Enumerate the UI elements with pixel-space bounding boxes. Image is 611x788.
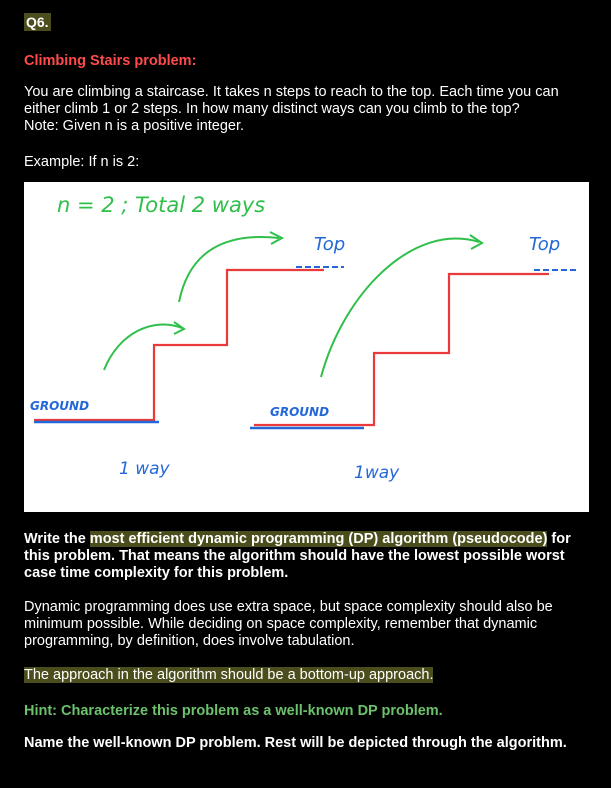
right-big-arrow xyxy=(321,239,479,377)
approach-line xyxy=(24,667,594,684)
note-text: Note: Given n is a positive integer. xyxy=(24,118,245,134)
handwritten-diagram xyxy=(24,182,589,512)
task-prefix: Write the xyxy=(24,531,90,547)
left-top-label: Top xyxy=(314,234,346,255)
diagram-heading: n = 2 ; Total 2 ways xyxy=(57,193,266,217)
right-top-label: Top xyxy=(529,234,561,255)
approach-text: The approach in the algorithm should be a bottom-up approach. xyxy=(24,667,434,683)
example-text: Example: If n is 2: xyxy=(24,154,140,170)
task-paragraph xyxy=(24,531,594,582)
question-label: Q6. xyxy=(26,14,49,30)
left-stairs xyxy=(34,270,324,420)
right-stairs xyxy=(254,274,549,425)
left-caption: 1 way xyxy=(119,459,170,479)
statement-text: You are climbing a staircase. It takes n steps to reach to the top. Each time you can either climb 1 or 2 steps. In how many distinct ways can you climb to the top? xyxy=(24,84,559,117)
right-caption: 1way xyxy=(354,463,400,483)
problem-title: Climbing Stairs problem: xyxy=(24,53,197,69)
task-suffix: for this problem. That means the algorithm should have the lowest possible worst case time complexity for this problem. xyxy=(24,531,571,581)
final-instruction-text: Name the well-known DP problem. Rest will be depicted through the algorithm. xyxy=(24,735,567,751)
left-small-arrow xyxy=(104,324,182,370)
problem-statement xyxy=(24,84,594,135)
left-ground-label: GROUND xyxy=(30,399,90,413)
stairs-diagram-svg xyxy=(24,182,589,512)
right-ground-label: GROUND xyxy=(270,405,330,419)
space-note: Dynamic programming does use extra space, but space complexity should also be minimum possible. While deciding on space complexity, remember that dynamic programming, by definition, does involve tabulation. xyxy=(24,599,553,649)
left-small-arrowhead xyxy=(174,322,184,334)
hint-text: Hint: Characterize this problem as a well-known DP problem. xyxy=(24,703,443,719)
final-instruction xyxy=(24,735,594,752)
task-highlight: most efficient dynamic programming (DP) algorithm (pseudocode) xyxy=(89,531,548,547)
